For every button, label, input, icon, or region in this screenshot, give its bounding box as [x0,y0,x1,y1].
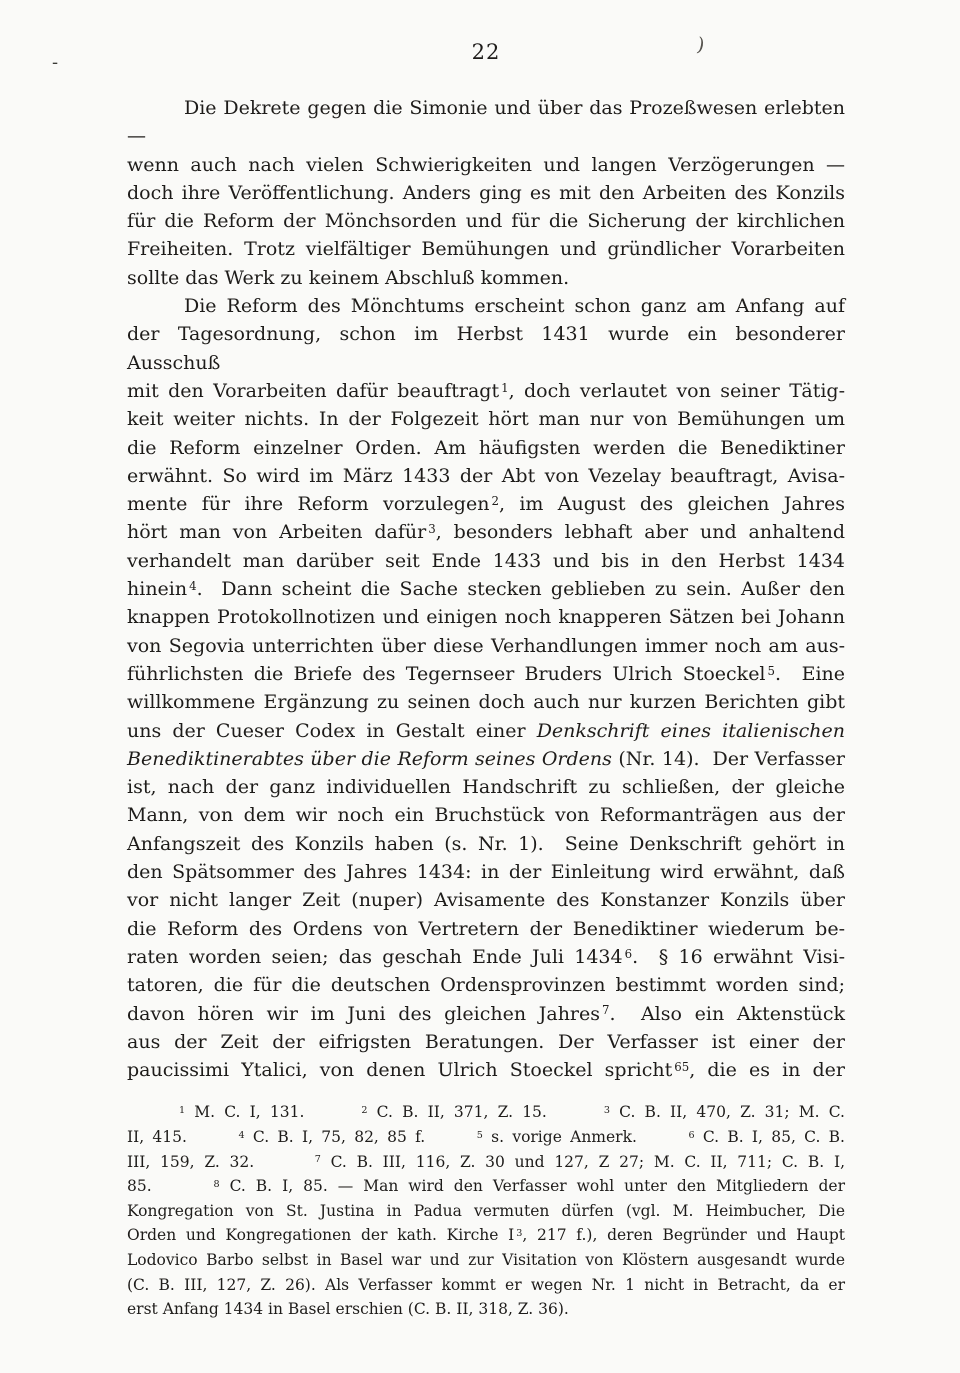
text-line [127,886,845,914]
text-segment: mit den Vorarbeiten dafür beauftragt [127,379,500,402]
text-segment: II, 415. [127,1127,237,1146]
text-line [127,603,845,631]
text-segment: , im August des gleichen Jahres [498,493,845,516]
text-segment: keit weiter nichts. In der Folgezeit hört man nur von Bemühungen um [127,408,845,431]
italic-text: Benediktinerabtes über die Reform seines Ordens [127,747,612,770]
text-line [127,717,845,745]
text-line [127,1223,845,1248]
text-line [127,1174,845,1199]
text-segment: führlichsten die Briefe des Tegernseer Bruders Ulrich Stoeckel [127,662,766,685]
footnote-ref: 6 [624,946,633,961]
text-segment: Anfangszeit des Konzils haben (s. Nr. 1). Seine Denkschrift gehört in [127,832,845,855]
text-segment: erwähnt. So wird im März 1433 der Abt von Vezelay beauftragt, Avisa- [127,464,845,487]
text-line [127,264,845,292]
text-line [127,235,845,263]
footnote-ref: 4 [238,1129,245,1141]
paragraph-reform [127,292,852,1084]
text-segment: Mann, von dem wir noch ein Bruchstück von Reformanträgen aus der [127,804,845,827]
footnote-ref: 2 [491,493,499,508]
footnote-ref: 5 [476,1129,483,1141]
text-segment: C. B. I, 85. — Man wird den Verfasser wohl unter den Mitgliedern der [219,1177,845,1196]
footnote-ref: 3 [603,1105,610,1117]
text-segment: doch ihre Veröffentlichung. Anders ging es mit den Arbeiten des Konzils [127,181,845,204]
text-segment: C. B. III, 116, Z. 30 und 127, Z 27; M. C. II, 711; C. B. I, [320,1152,845,1171]
stray-paren-mark: ) [695,33,707,57]
text-segment: raten worden seien; das geschah Ende Juli 1434 [127,945,623,968]
footnote-ref: 2 [361,1105,368,1117]
footnote-ref: 7 [314,1154,321,1166]
text-line [127,1000,845,1028]
text-line [127,830,845,858]
text-segment: den Spätsommer des Jahres 1434: in der Einleitung wird erwähnt, daß [127,861,845,884]
text-segment: , besonders lebhaft aber und anhaltend [435,521,845,544]
text-line [127,207,845,235]
text-segment: , die es in der [689,1059,845,1082]
footnote-ref: 8 [213,1178,220,1190]
text-segment: willkommene Ergänzung zu seinen doch auch nur kurzen Berichten gibt [127,691,845,714]
text-segment: von Segovia unterrichten über diese Verhandlungen immer noch am aus- [127,634,845,657]
text-segment: hört man von Arbeiten dafür [127,521,427,544]
body-text [127,94,852,1084]
text-segment: . Dann scheint die Sache stecken geblieben zu sein. Außer den [196,578,845,601]
text-segment: vor nicht langer Zeit (nuper) Avisamente des Konstanzer Konzils über [127,889,845,912]
text-line [127,405,845,433]
page-header [127,40,845,64]
italic-text: Denkschrift eines italienischen [536,719,845,742]
text-line [127,490,845,518]
text-line [127,915,845,943]
text-segment: s. vorige Anmerk. [482,1127,687,1146]
text-line [127,943,845,971]
text-segment: erst Anfang 1434 in Basel erschien (C. B. II, 318, Z. 36). [127,1300,569,1319]
text-segment: III, 159, Z. 32. [127,1152,313,1171]
text-line [127,1028,845,1056]
text-line [127,1100,845,1125]
text-segment: 85. [127,1177,212,1196]
text-line [127,801,845,829]
text-segment: (Nr. 14). Der Verfasser [611,747,846,770]
text-segment: ist, nach der ganz individuellen Handschrift zu schließen, der gleiche [127,776,845,799]
text-segment: wenn auch nach vielen Schwierigkeiten und langen Verzögerungen — [127,153,845,176]
text-segment: tatoren, die für die deutschen Ordensprovinzen bestimmt worden sind; [127,974,845,997]
text-segment: für die Reform der Mönchsorden und für die Sicherung der kirchlichen [127,210,845,233]
text-segment: Kongregation von St. Justina in Padua vermuten dürfen (vgl. M. Heimbucher, Die [127,1201,845,1220]
text-segment: C. B. II, 371, Z. 15. [367,1103,602,1122]
footnote-ref: 7 [602,1003,610,1018]
text-segment: M. C. I, 131. [185,1103,360,1122]
text-segment: die Reform einzelner Orden. Am häufigsten werden die Benediktiner [127,436,845,459]
footnote-block [127,1100,845,1321]
text-line [127,971,845,999]
footnote-ref: 5 [767,663,776,678]
text-line [127,462,845,490]
text-line [127,858,845,886]
footnote-ref: 3 [516,1228,523,1240]
text-line [127,292,845,320]
text-segment: C. B. I, 85, C. B. [694,1127,845,1146]
text-line [127,179,845,207]
page-number: 22 [471,40,501,64]
text-segment: mente für ihre Reform vorzulegen [127,493,490,516]
text-segment: knappen Protokollnotizen und einigen noch knapperen Sätzen bei Johann [127,606,845,629]
text-segment: . § 16 erwähnt Visi- [632,945,846,968]
text-segment: paucissimi Ytalici, von denen Ulrich Stoeckel spricht [127,1059,673,1082]
text-line [127,320,852,377]
text-segment: sollte das Werk zu keinem Abschluß kommen. [127,266,570,289]
text-segment: hinein [127,578,188,601]
text-segment: der Tagesordnung, schon im Herbst 1431 wurde ein besonderer Ausschuß [127,323,852,374]
text-line [127,1125,845,1150]
text-segment: Lodovico Barbo selbst in Basel war und zur Visitation von Klöstern ausgesandt wurde [127,1250,845,1269]
text-line [127,547,845,575]
text-line [127,660,845,688]
text-segment: C. B. I, 75, 82, 85 f. [244,1127,475,1146]
footnotes [127,1100,845,1321]
text-segment: , doch verlautet von seiner Tätig- [508,379,845,402]
text-segment: die Reform des Ordens von Vertretern der Benediktiner wiederum be- [127,917,845,940]
text-line [127,377,845,405]
margin-dash-mark: - [52,52,59,73]
text-segment: , 217 f.), deren Begründer und Haupt [522,1226,845,1245]
footnote-ref: 1 [179,1105,186,1117]
text-line [127,1297,845,1322]
text-line [127,518,845,546]
text-line [127,94,852,151]
text-segment: (C. B. III, 127, Z. 26). Als Verfasser kommt er wegen Nr. 1 nicht in Betracht, da er [127,1275,845,1294]
paragraph-decrees [127,94,852,292]
text-line [127,688,845,716]
text-segment: Die Reform des Mönchtums erscheint schon ganz am Anfang auf [184,295,845,318]
text-segment: verhandelt man darüber seit Ende 1433 und bis in den Herbst 1434 [127,549,845,572]
text-line [127,434,845,462]
text-line [127,1199,845,1224]
text-segment: uns der Cueser Codex in Gestalt einer [127,719,537,742]
text-line [127,575,845,603]
text-line [127,1056,845,1084]
footnote-ref: 4 [189,578,197,593]
footnote-ref: 65 [674,1059,690,1074]
text-segment: Freiheiten. Trotz vielfältiger Bemühungen und gründlicher Vorarbeiten [127,238,845,261]
text-segment: Orden und Kongregationen der kath. Kirche I [127,1226,515,1245]
text-line [127,1273,845,1298]
text-line [127,632,845,660]
text-column [127,94,852,1322]
text-line [127,1248,845,1273]
text-line [127,1150,845,1175]
footnote-ref: 3 [428,522,436,537]
text-segment: davon hören wir im Juni des gleichen Jahres [127,1002,601,1025]
text-line [127,773,845,801]
text-segment: C. B. II, 470, Z. 31; M. C. [609,1103,845,1122]
text-segment: aus der Zeit der eifrigsten Beratungen. Der Verfasser ist einer der [127,1030,845,1053]
text-segment: . Eine [775,662,845,685]
text-line [127,151,845,179]
text-segment: . Also ein Aktenstück [609,1002,845,1025]
footnote-ref: 6 [688,1129,695,1141]
text-line [127,745,845,773]
text-segment: Die Dekrete gegen die Simonie und über das Prozeßwesen erlebten — [127,97,852,148]
footnote-ref: 1 [501,380,509,395]
